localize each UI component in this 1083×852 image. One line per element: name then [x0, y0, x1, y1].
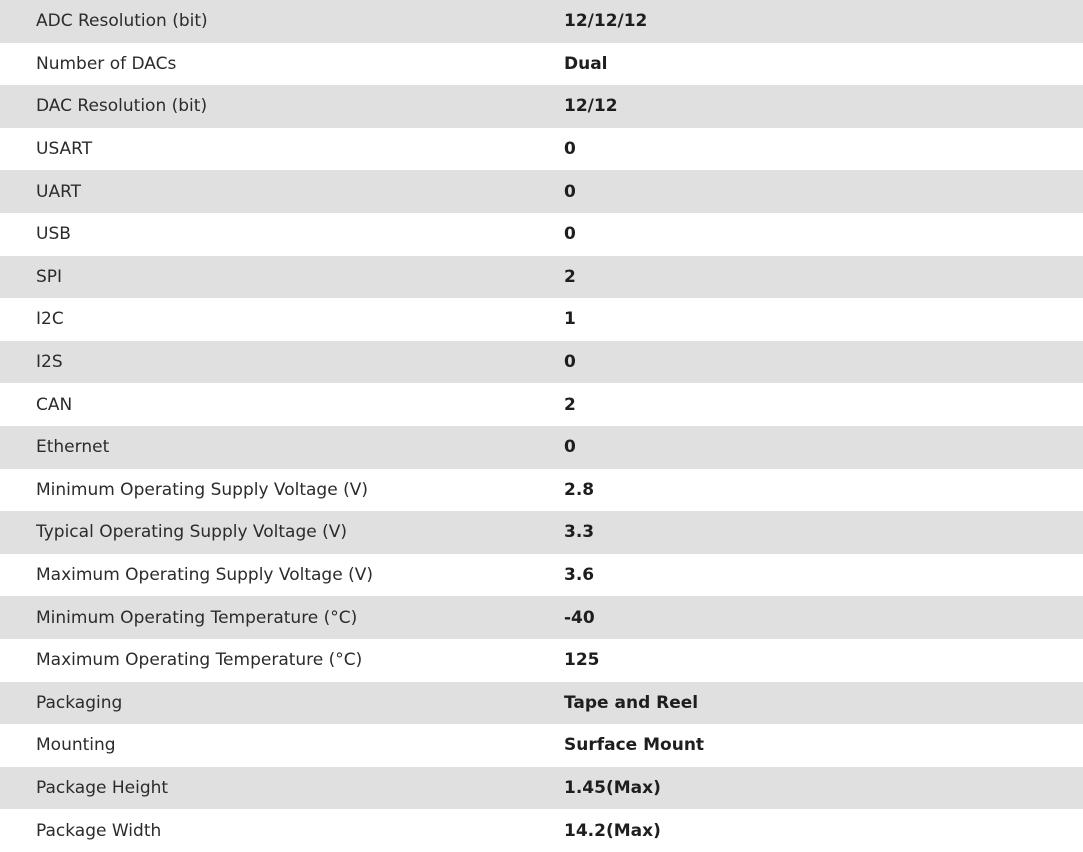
spec-row-uart [0, 170, 1083, 213]
spec-value: 12/12/12 [564, 11, 648, 32]
spec-value: 3.3 [564, 522, 595, 543]
spec-label: Ethernet [36, 437, 110, 458]
spec-label: Mounting [36, 735, 116, 756]
spec-row-usart [0, 128, 1083, 171]
spec-label: Typical Operating Supply Voltage (V) [36, 522, 347, 543]
spec-value: 125 [564, 650, 600, 671]
spec-value: 0 [564, 139, 576, 160]
spec-value: 3.6 [564, 565, 595, 586]
spec-value: 14.2(Max) [564, 820, 661, 841]
spec-row-usb [0, 213, 1083, 256]
spec-label: Minimum Operating Temperature (°C) [36, 607, 358, 628]
spec-label: CAN [36, 394, 73, 415]
spec-value: 0 [564, 437, 576, 458]
spec-row-i2s [0, 341, 1083, 384]
spec-label: Package Width [36, 820, 162, 841]
spec-row-packaging [0, 682, 1083, 725]
spec-value: Dual [564, 53, 608, 74]
spec-label: I2S [36, 352, 63, 373]
spec-row-spi [0, 256, 1083, 299]
spec-row-min-operating-temp [0, 596, 1083, 639]
spec-value: 1.45(Max) [564, 777, 661, 798]
spec-label: SPI [36, 266, 63, 287]
spec-row-i2c [0, 298, 1083, 341]
spec-value: 2.8 [564, 479, 595, 500]
spec-label: Maximum Operating Temperature (°C) [36, 650, 363, 671]
spec-label: ADC Resolution (bit) [36, 11, 208, 32]
spec-value: 0 [564, 181, 576, 202]
spec-value: 0 [564, 352, 576, 373]
spec-row-can [0, 383, 1083, 426]
spec-value: 2 [564, 394, 576, 415]
spec-value: 12/12 [564, 96, 618, 117]
spec-value: 0 [564, 224, 576, 245]
spec-row-typ-supply-voltage [0, 511, 1083, 554]
spec-row-adc-resolution [0, 0, 1083, 43]
spec-label: UART [36, 181, 82, 202]
spec-value: 1 [564, 309, 576, 330]
spec-label: USART [36, 139, 93, 160]
spec-row-package-height [0, 767, 1083, 810]
spec-row-package-width [0, 809, 1083, 852]
spec-value: 2 [564, 266, 576, 287]
spec-row-max-supply-voltage [0, 554, 1083, 597]
spec-label: Number of DACs [36, 53, 177, 74]
spec-value: Surface Mount [564, 735, 705, 756]
spec-label: Minimum Operating Supply Voltage (V) [36, 479, 368, 500]
spec-row-dac-resolution [0, 85, 1083, 128]
spec-label: I2C [36, 309, 64, 330]
spec-row-mounting [0, 724, 1083, 767]
spec-row-number-of-dacs [0, 43, 1083, 86]
spec-label: Maximum Operating Supply Voltage (V) [36, 565, 373, 586]
spec-row-ethernet [0, 426, 1083, 469]
spec-label: Packaging [36, 692, 123, 713]
spec-label: Package Height [36, 777, 169, 798]
spec-label: USB [36, 224, 71, 245]
spec-value: -40 [564, 607, 595, 628]
spec-row-max-operating-temp [0, 639, 1083, 682]
spec-row-min-supply-voltage [0, 469, 1083, 512]
spec-value: Tape and Reel [564, 692, 699, 713]
spec-label: DAC Resolution (bit) [36, 96, 208, 117]
